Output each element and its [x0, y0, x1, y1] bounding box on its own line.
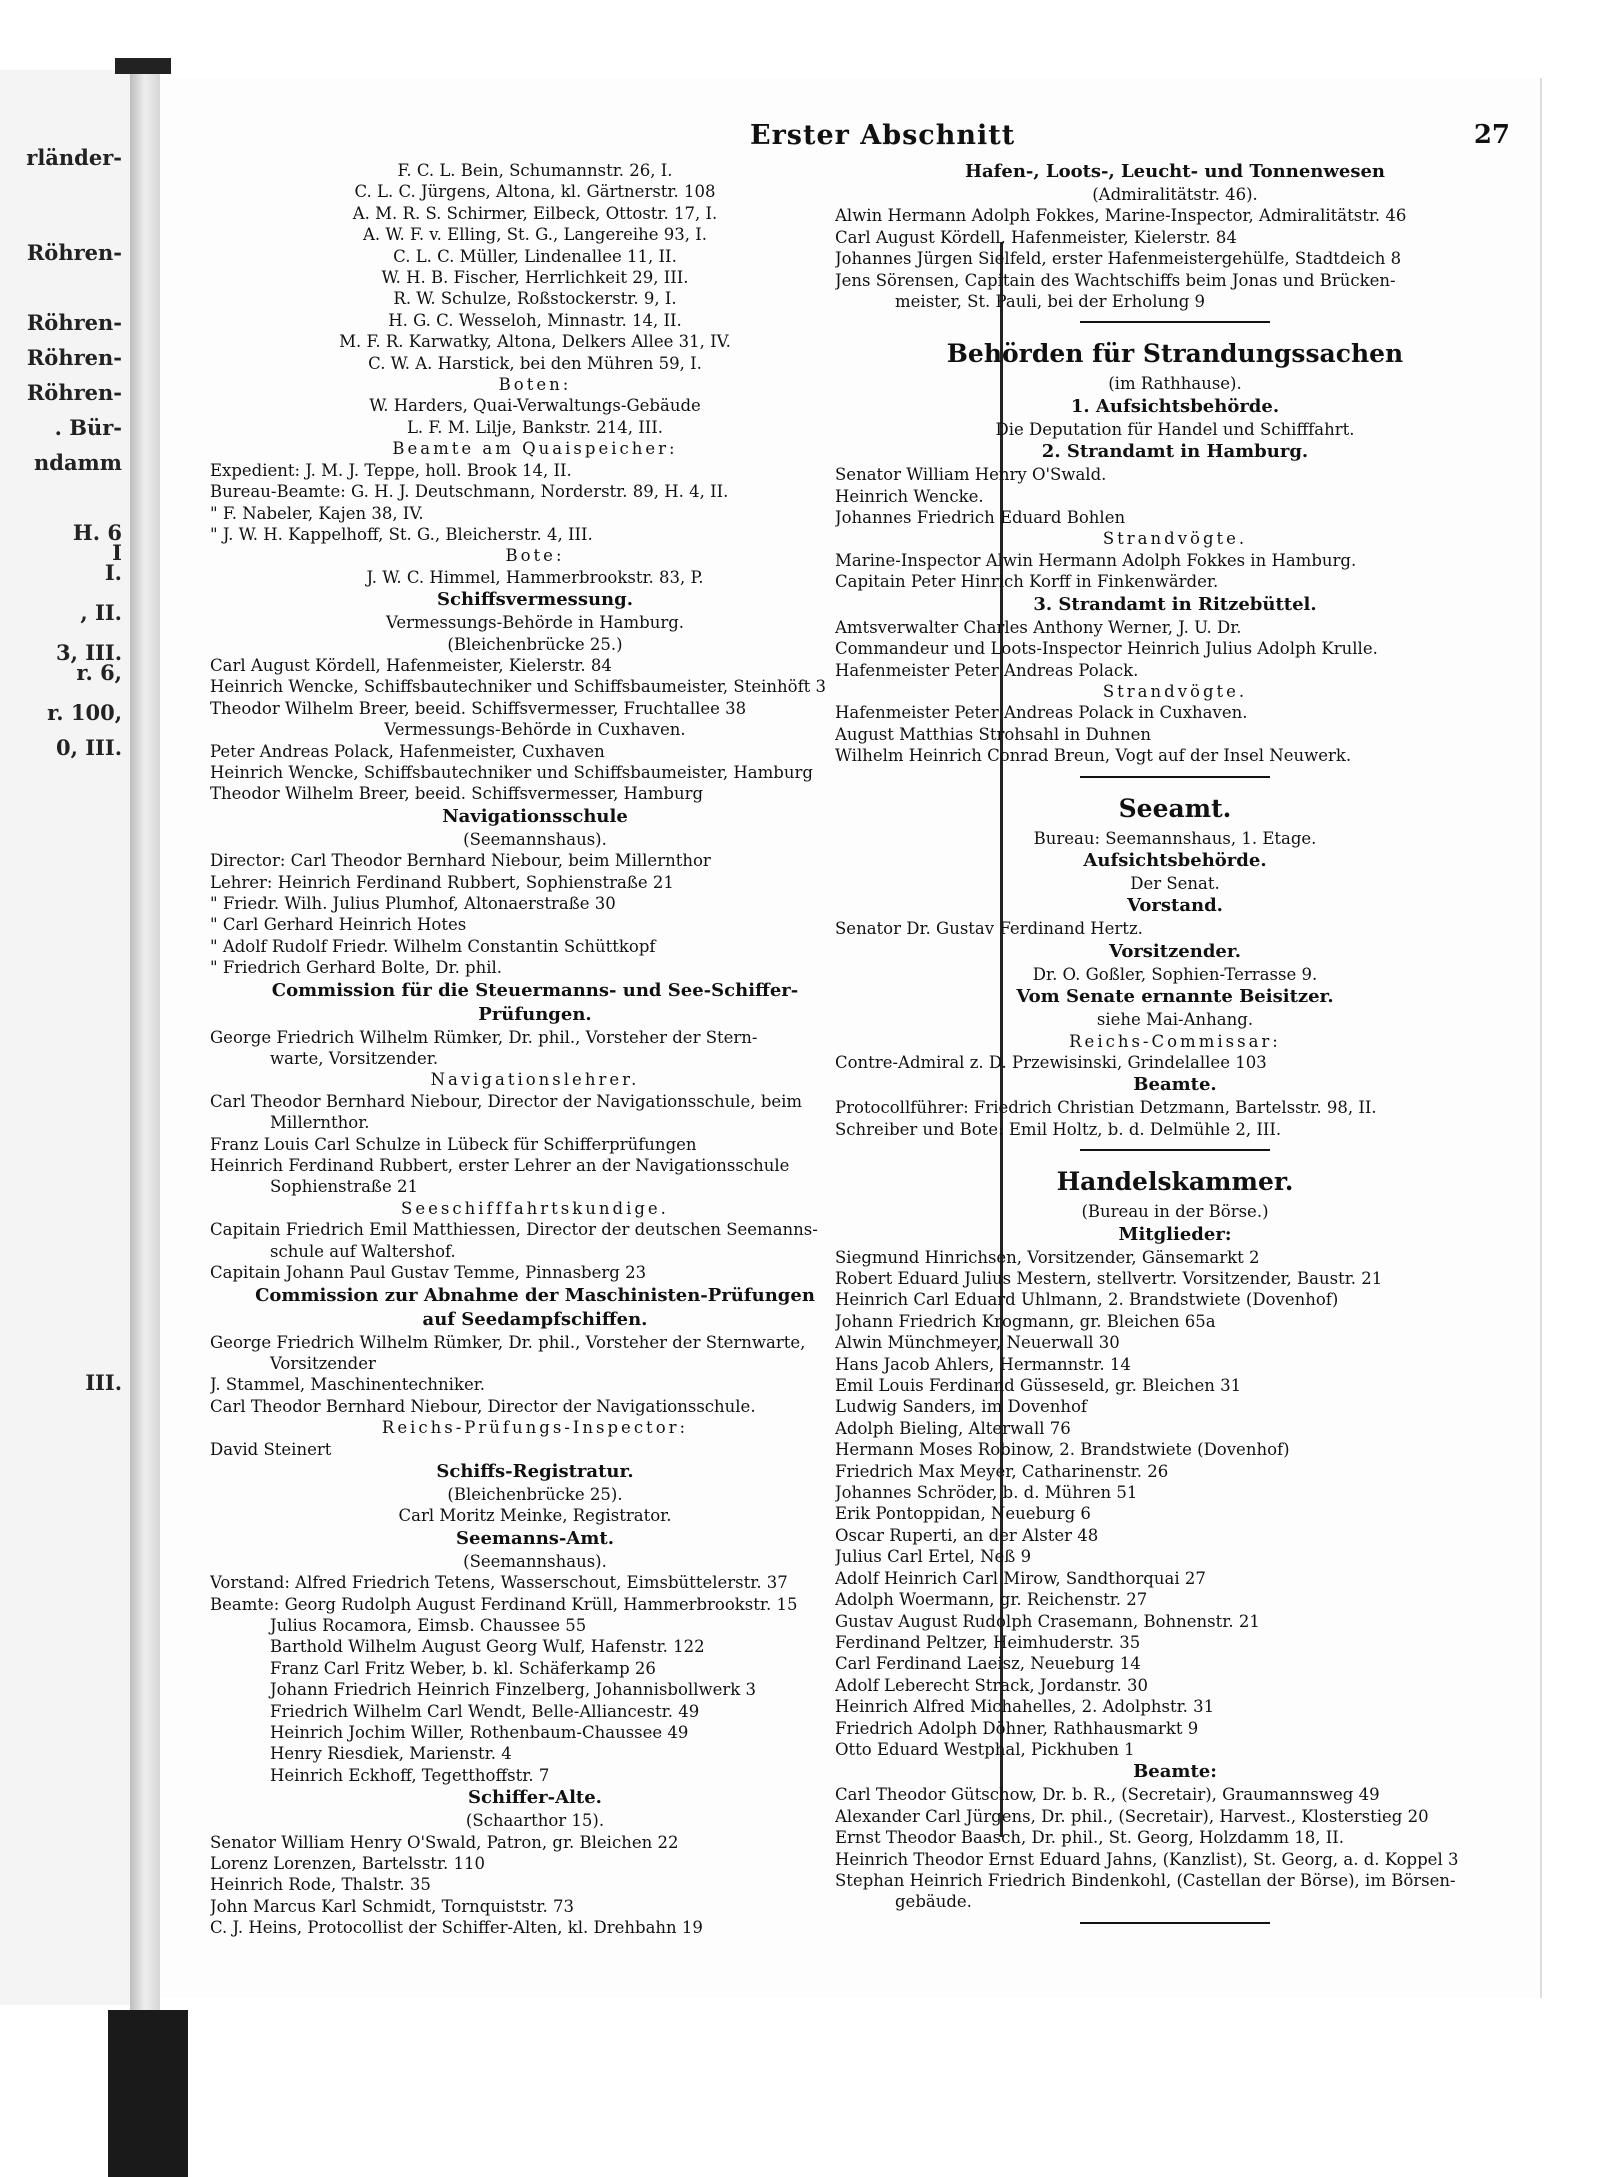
entry-line: Heinrich Wencke, Schiffsbautechniker und Schiffsbaumeister, Hamburg: [210, 762, 813, 782]
entry-line: Theodor Wilhelm Breer, beeid. Schiffsvermesser, Fruchtallee 38: [210, 698, 747, 718]
entry-line: Reichs-Prüfungs-Inspector:: [381, 1418, 689, 1438]
entry-line: Johannes Friedrich Eduard Bohlen: [835, 508, 1126, 528]
entry-line: Heinrich Ferdinand Rubbert, erster Lehrer an der Navigationsschule: [210, 1156, 790, 1176]
facing-page-fragment: . Bür-: [54, 415, 122, 440]
entry-line: Sophienstraße 21: [270, 1177, 418, 1197]
entry-line: Navigationslehrer.: [430, 1070, 640, 1090]
section-heading: 1. Aufsichtsbehörde.: [1070, 395, 1280, 417]
section-heading: Vorstand.: [1127, 895, 1223, 917]
section-heading: Schiffer-Alte.: [468, 1787, 602, 1809]
section-heading: Vom Senate ernannte Beisitzer.: [1016, 986, 1334, 1008]
section-heading: Commission zur Abnahme der Maschinisten-Prüfungen: [255, 1284, 815, 1306]
entry-line: (Seemannshaus).: [463, 1551, 607, 1571]
entry-line: George Friedrich Wilhelm Rümker, Dr. phil., Vorsteher der Sternwarte,: [210, 1332, 806, 1352]
entry-line: (Seemannshaus).: [463, 829, 607, 849]
section-heading: Schiffs-Registratur.: [436, 1460, 634, 1482]
section-heading: Seeamt.: [1118, 793, 1232, 823]
section-heading: Commission für die Steuermanns- und See-Schiffer-: [271, 979, 799, 1001]
entry-line: C. L. C. Jürgens, Altona, kl. Gärtnerstr. 108: [354, 182, 716, 202]
section-heading: Aufsichtsbehörde.: [1083, 849, 1267, 871]
facing-page-fragment: 3, III.: [55, 640, 122, 665]
entry-line: warte, Vorsitzender.: [270, 1049, 439, 1069]
facing-page-fragment: rländer-: [26, 145, 122, 170]
section-heading: Seemanns-Amt.: [456, 1527, 614, 1549]
facing-page-fragment: r. 6,: [76, 660, 122, 685]
facing-page-strip: [0, 70, 136, 2005]
entry-line: Vermessungs-Behörde in Cuxhaven.: [384, 720, 686, 740]
entry-line: Dr. O. Goßler, Sophien-Terrasse 9.: [1032, 964, 1318, 984]
entry-line: Capitain Johann Paul Gustav Temme, Pinnasberg 23: [210, 1263, 647, 1283]
facing-page-fragment: Röhren-: [26, 380, 122, 405]
entry-line: (im Rathhause).: [1108, 374, 1242, 394]
entry-line: Expedient: J. M. J. Teppe, holl. Brook 14, II.: [210, 460, 572, 480]
entry-line: Heinrich Rode, Thalstr. 35: [210, 1875, 431, 1895]
entry-line: Theodor Wilhelm Breer, beeid. Schiffsvermesser, Hamburg: [210, 784, 704, 804]
entry-line: (Bureau in der Börse.): [1081, 1202, 1269, 1222]
binding-tape-bottom: [108, 2010, 188, 2177]
facing-page-fragment: r. 100,: [47, 700, 122, 725]
entry-line: Johannes Schröder, b. d. Mühren 51: [835, 1483, 1138, 1503]
entry-line: Erik Pontoppidan, Neueburg 6: [835, 1504, 1091, 1524]
entry-line: Johann Friedrich Krogmann, gr. Bleichen 65a: [835, 1311, 1216, 1331]
section-rule: [1080, 1149, 1270, 1151]
section-heading: Navigationsschule: [442, 805, 628, 827]
entry-line: Johannes Jürgen Sielfeld, erster Hafenmeistergehülfe, Stadtdeich 8: [835, 249, 1402, 269]
section-heading: 2. Strandamt in Hamburg.: [1041, 441, 1309, 463]
facing-page-fragment: ndamm: [34, 450, 122, 475]
left-column: [210, 160, 860, 1939]
entry-line: Senator William Henry O'Swald, Patron, gr. Bleichen 22: [210, 1832, 679, 1852]
entry-line: Protocollführer: Friedrich Christian Detzmann, Bartelsstr. 98, II.: [835, 1098, 1377, 1118]
facing-page-fragment: Röhren-: [26, 345, 122, 370]
entry-line: John Marcus Karl Schmidt, Tornquiststr. 73: [210, 1896, 574, 1916]
entry-line: Seeschifffahrtskundige.: [401, 1198, 669, 1218]
entry-line: Senator William Henry O'Swald.: [835, 465, 1107, 485]
entry-line: Hafenmeister Peter Andreas Polack in Cuxhaven.: [835, 703, 1248, 723]
entry-line: (Bleichenbrücke 25.): [447, 634, 623, 654]
entry-line: Carl Moritz Meinke, Registrator.: [398, 1506, 672, 1526]
entry-line: Strandvögte.: [1102, 681, 1248, 701]
section-heading: Beamte.: [1133, 1074, 1217, 1096]
entry-line: Wilhelm Heinrich Conrad Breun, Vogt auf der Insel Neuwerk.: [835, 746, 1352, 766]
entry-line: Bote:: [505, 546, 565, 566]
entry-line: Franz Louis Carl Schulze in Lübeck für Schifferprüfungen: [210, 1134, 697, 1154]
entry-line: Friedrich Wilhelm Carl Wendt, Belle-Alliancestr. 49: [270, 1701, 700, 1721]
entry-line: J. Stammel, Maschinentechniker.: [210, 1375, 486, 1395]
entry-line: Hermann Moses Robinow, 2. Brandstwiete (Dovenhof): [835, 1440, 1290, 1460]
entry-line: meister, St. Pauli, bei der Erholung 9: [895, 292, 1206, 312]
entry-line: Ferdinand Peltzer, Heimhuderstr. 35: [835, 1632, 1141, 1652]
book-spine: [130, 66, 160, 2011]
entry-line: (Admiralitätstr. 46).: [1092, 185, 1258, 204]
entry-line: August Matthias Strohsahl in Duhnen: [835, 724, 1152, 744]
page-number: 27: [1473, 120, 1510, 150]
entry-line: Alwin Münchmeyer, Neuerwall 30: [835, 1333, 1120, 1353]
entry-line: Bureau: Seemannshaus, 1. Etage.: [1033, 828, 1317, 848]
entry-line: M. F. R. Karwatky, Altona, Delkers Allee 31, IV.: [339, 332, 731, 352]
entry-line: Gustav August Rudolph Crasemann, Bohnenstr. 21: [835, 1611, 1260, 1631]
facing-page-fragment: I: [112, 540, 122, 565]
entry-line: Heinrich Alfred Michahelles, 2. Adolphstr. 31: [835, 1697, 1215, 1717]
section-heading: Mitglieder:: [1118, 1223, 1232, 1245]
page-sheet: [160, 78, 1542, 1998]
facing-page-fragment: 0, III.: [55, 735, 122, 760]
entry-line: Commandeur und Loots-Inspector Heinrich Julius Adolph Krulle.: [835, 639, 1378, 659]
section-rule: [1080, 1922, 1270, 1924]
entry-line: W. Harders, Quai-Verwaltungs-Gebäude: [369, 396, 701, 416]
entry-line: H. G. C. Wesseloh, Minnastr. 14, II.: [388, 310, 682, 330]
entry-line: C. W. A. Harstick, bei den Mühren 59, I.: [368, 353, 702, 373]
entry-line: Vermessungs-Behörde in Hamburg.: [385, 613, 685, 633]
entry-line: Carl Ferdinand Laeisz, Neueburg 14: [835, 1654, 1141, 1674]
entry-line: Contre-Admiral z. D. Przewisinski, Grindelallee 103: [835, 1052, 1267, 1072]
entry-line: Stephan Heinrich Friedrich Bindenkohl, (Castellan der Börse), im Börsen-: [835, 1870, 1456, 1890]
entry-line: L. F. M. Lilje, Bankstr. 214, III.: [406, 417, 664, 437]
entry-line: Boten:: [498, 375, 572, 395]
entry-line: Alexander Carl Jürgens, Dr. phil., (Secretair), Harvest., Klosterstieg 20: [835, 1806, 1429, 1826]
entry-line: Capitain Peter Hinrich Korff in Finkenwärder.: [835, 572, 1219, 592]
entry-line: Ludwig Sanders, im Dovenhof: [835, 1397, 1088, 1417]
entry-line: Friedrich Max Meyer, Catharinenstr. 26: [835, 1461, 1169, 1481]
page-header: [160, 116, 1540, 156]
entry-line: Reichs-Commissar:: [1069, 1031, 1281, 1051]
entry-line: " Adolf Rudolf Friedr. Wilhelm Constantin Schüttkopf: [210, 936, 656, 956]
entry-line: Beamte am Quaispeicher:: [392, 439, 678, 459]
entry-line: Henry Riesdiek, Marienstr. 4: [270, 1744, 512, 1764]
entry-line: Heinrich Wencke.: [835, 486, 984, 506]
entry-line: Director: Carl Theodor Bernhard Niebour, beim Millernthor: [210, 851, 711, 871]
entry-line: Oscar Ruperti, an der Alster 48: [835, 1525, 1099, 1545]
entry-line: Carl August Kördell, Hafenmeister, Kielerstr. 84: [210, 655, 612, 675]
entry-line: Robert Eduard Julius Mestern, stellvertr. Vorsitzender, Baustr. 21: [835, 1269, 1383, 1288]
entry-line: (Bleichenbrücke 25).: [447, 1484, 623, 1504]
entry-line: " Carl Gerhard Heinrich Hotes: [210, 915, 467, 935]
entry-line: Heinrich Jochim Willer, Rothenbaum-Chaussee 49: [270, 1723, 689, 1742]
entry-line: Strandvögte.: [1102, 529, 1248, 549]
entry-line: F. C. L. Bein, Schumannstr. 26, I.: [397, 161, 673, 180]
section-heading: Beamte:: [1133, 1761, 1217, 1783]
entry-line: A. W. F. v. Elling, St. G., Langereihe 93, I.: [362, 225, 708, 245]
section-heading: Schiffsvermessung.: [437, 589, 633, 611]
facing-page-fragment: Röhren-: [26, 240, 122, 265]
facing-page-fragment: , II.: [80, 600, 122, 625]
entry-line: Hafenmeister Peter Andreas Polack.: [835, 660, 1139, 680]
entry-line: " F. Nabeler, Kajen 38, IV.: [210, 503, 424, 523]
entry-line: Vorsitzender: [270, 1353, 376, 1373]
facing-page-fragment: III.: [85, 1370, 122, 1395]
section-heading: Hafen-, Loots-, Leucht- und Tonnenwesen: [964, 161, 1386, 182]
section-heading: Vorsitzender.: [1109, 940, 1241, 962]
entry-line: Carl Theodor Bernhard Niebour, Director der Navigationsschule, beim: [210, 1091, 803, 1111]
entry-line: Carl Theodor Bernhard Niebour, Director der Navigationsschule.: [210, 1396, 756, 1416]
entry-line: Adolph Woermann, gr. Reichenstr. 27: [835, 1590, 1148, 1610]
entry-line: Heinrich Carl Eduard Uhlmann, 2. Brandstwiete (Dovenhof): [835, 1290, 1339, 1310]
binding-tape-top: [115, 58, 171, 74]
entry-line: C. J. Heins, Protocollist der Schiffer-Alten, kl. Drehbahn 19: [210, 1918, 703, 1938]
entry-line: gebäude.: [895, 1892, 972, 1912]
entry-line: Adolph Bieling, Alterwall 76: [835, 1418, 1071, 1438]
entry-line: Friedrich Adolph Döhner, Rathhausmarkt 9: [835, 1718, 1199, 1738]
entry-line: Beamte: Georg Rudolph August Ferdinand Krüll, Hammerbrookstr. 15: [210, 1594, 798, 1614]
entry-line: Lehrer: Heinrich Ferdinand Rubbert, Sophienstraße 21: [210, 872, 674, 892]
section-heading: Behörden für Strandungssachen: [946, 339, 1404, 369]
section-rule: [1080, 776, 1270, 778]
entry-line: Peter Andreas Polack, Hafenmeister, Cuxhaven: [210, 741, 605, 761]
entry-line: Schreiber und Bote: Emil Holtz, b. d. Delmühle 2, III.: [835, 1119, 1282, 1139]
section-heading: Handelskammer.: [1056, 1167, 1294, 1197]
entry-line: " J. W. H. Kappelhoff, St. G., Bleicherstr. 4, III.: [210, 524, 593, 544]
entry-line: Senator Dr. Gustav Ferdinand Hertz.: [835, 919, 1143, 939]
entry-line: schule auf Waltershof.: [270, 1241, 456, 1261]
entry-line: siehe Mai-Anhang.: [1096, 1010, 1254, 1030]
entry-line: Bureau-Beamte: G. H. J. Deutschmann, Norderstr. 89, H. 4, II.: [210, 482, 729, 502]
entry-line: David Steinert: [210, 1439, 332, 1459]
facing-page-fragment: I.: [104, 560, 122, 585]
facing-page-fragment: H. 6: [72, 520, 122, 545]
entry-line: Emil Louis Ferdinand Güsseseld, gr. Bleichen 31: [835, 1376, 1242, 1396]
entry-line: Alwin Hermann Adolph Fokkes, Marine-Inspector, Admiralitätstr. 46: [835, 206, 1407, 226]
entry-line: C. L. C. Müller, Lindenallee 11, II.: [393, 246, 677, 266]
entry-line: Ernst Theodor Baasch, Dr. phil., St. Georg, Holzdamm 18, II.: [835, 1828, 1344, 1848]
entry-line: Die Deputation für Handel und Schifffahrt.: [995, 419, 1355, 439]
entry-line: Heinrich Eckhoff, Tegetthoffstr. 7: [270, 1765, 550, 1785]
entry-line: " Friedrich Gerhard Bolte, Dr. phil.: [210, 958, 503, 978]
section-rule: [1080, 321, 1270, 323]
entry-line: (Schaarthor 15).: [465, 1811, 605, 1831]
entry-line: Marine-Inspector Alwin Hermann Adolph Fokkes in Hamburg.: [835, 550, 1357, 570]
entry-line: R. W. Schulze, Roßstockerstr. 9, I.: [393, 289, 677, 309]
entry-line: Otto Eduard Westphal, Pickhuben 1: [835, 1739, 1135, 1759]
running-title: Erster Abschnitt: [750, 120, 1016, 151]
entry-line: Carl August Kördell, Hafenmeister, Kielerstr. 84: [835, 227, 1237, 247]
entry-line: Amtsverwalter Charles Anthony Werner, J. U. Dr.: [835, 617, 1242, 637]
entry-line: Capitain Friedrich Emil Matthiessen, Director der deutschen Seemanns-: [210, 1220, 818, 1240]
section-heading: Prüfungen.: [478, 1003, 592, 1025]
right-column: [835, 160, 1515, 1936]
entry-line: Millernthor.: [270, 1113, 370, 1133]
entry-line: Franz Carl Fritz Weber, b. kl. Schäferkamp 26: [270, 1658, 656, 1678]
section-heading: auf Seedampfschiffen.: [422, 1308, 648, 1330]
entry-line: Vorstand: Alfred Friedrich Tetens, Wasserschout, Eimsbüttelerstr. 37: [210, 1573, 788, 1593]
entry-line: Lorenz Lorenzen, Bartelsstr. 110: [210, 1854, 485, 1874]
section-heading: 3. Strandamt in Ritzebüttel.: [1033, 593, 1317, 615]
entry-line: Carl Theodor Gütschow, Dr. b. R., (Secretair), Graumannsweg 49: [835, 1785, 1380, 1805]
entry-line: Julius Carl Ertel, Neß 9: [835, 1547, 1032, 1567]
entry-line: Julius Rocamora, Eimsb. Chaussee 55: [270, 1615, 587, 1635]
entry-line: W. H. B. Fischer, Herrlichkeit 29, III.: [381, 268, 689, 288]
entry-line: Adolf Leberecht Strack, Jordanstr. 30: [835, 1675, 1148, 1695]
entry-line: Adolf Heinrich Carl Mirow, Sandthorquai 27: [835, 1568, 1206, 1588]
entry-line: Der Senat.: [1130, 873, 1220, 893]
entry-line: " Friedr. Wilh. Julius Plumhof, Altonaerstraße 30: [210, 894, 616, 913]
entry-line: J. W. C. Himmel, Hammerbrookstr. 83, P.: [366, 567, 704, 587]
entry-line: George Friedrich Wilhelm Rümker, Dr. phil., Vorsteher der Stern-: [210, 1027, 758, 1047]
entry-line: Jens Sörensen, Capitain des Wachtschiffs beim Jonas und Brücken-: [835, 270, 1396, 290]
entry-line: Hans Jacob Ahlers, Hermannstr. 14: [835, 1354, 1131, 1374]
entry-line: Barthold Wilhelm August Georg Wulf, Hafenstr. 122: [270, 1637, 705, 1657]
entry-line: Heinrich Theodor Ernst Eduard Jahns, (Kanzlist), St. Georg, a. d. Koppel 3: [835, 1849, 1459, 1869]
facing-page-fragment: Röhren-: [26, 310, 122, 335]
entry-line: Heinrich Wencke, Schiffsbautechniker und Schiffsbaumeister, Steinhöft 3: [210, 677, 827, 697]
entry-line: A. M. R. S. Schirmer, Eilbeck, Ottostr. 17, I.: [352, 203, 718, 223]
entry-line: Johann Friedrich Heinrich Finzelberg, Johannisbollwerk 3: [270, 1680, 756, 1700]
entry-line: Siegmund Hinrichsen, Vorsitzender, Gänsemarkt 2: [835, 1247, 1260, 1267]
